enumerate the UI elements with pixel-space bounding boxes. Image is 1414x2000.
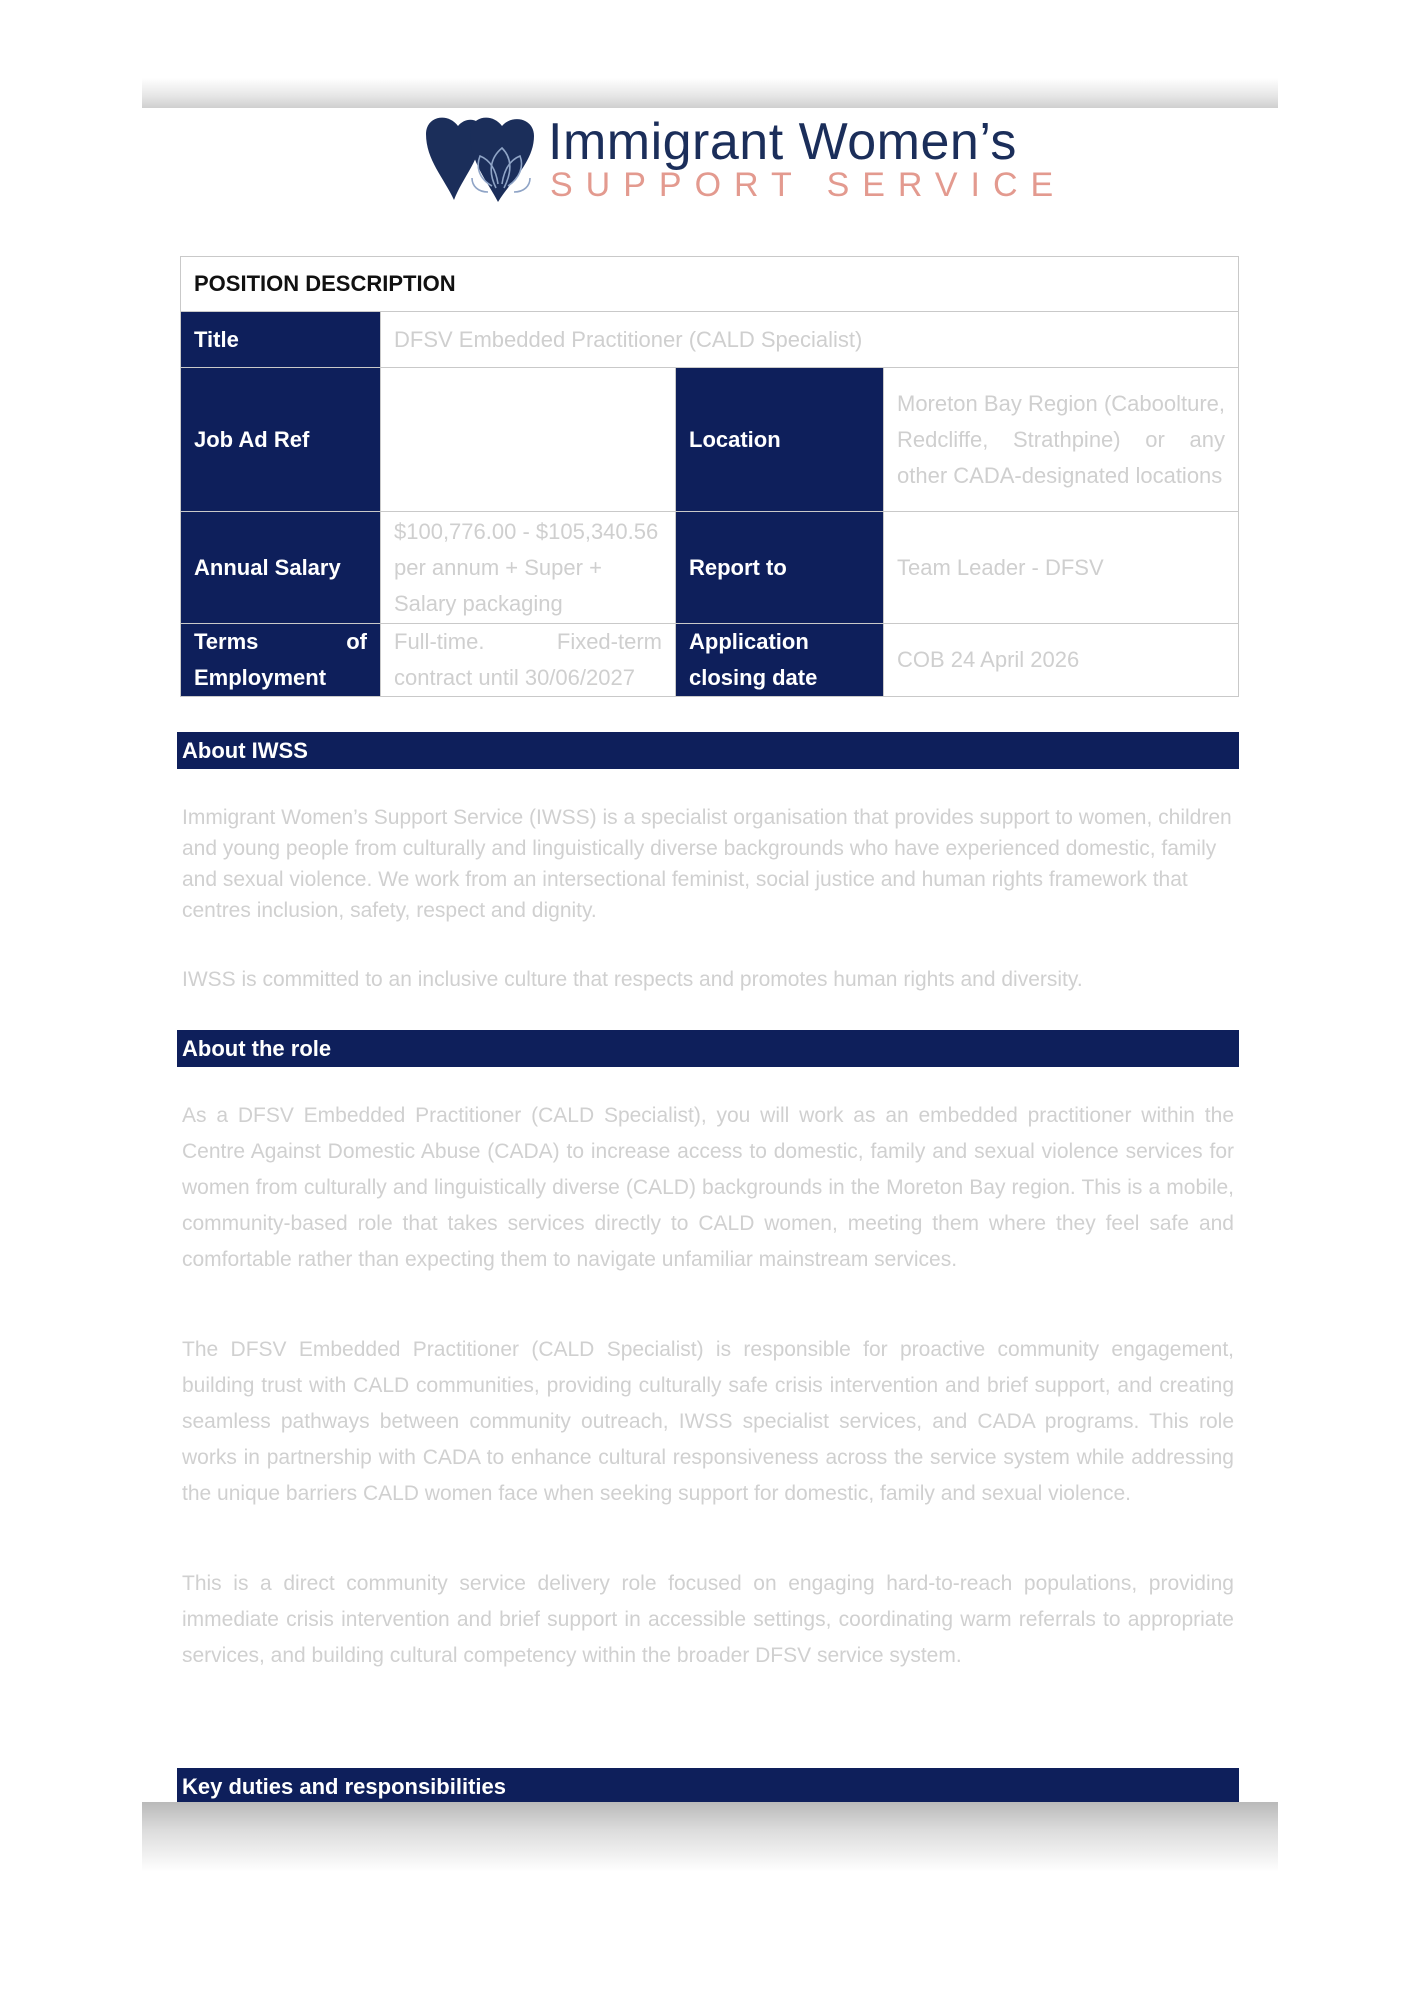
closing-label-line2: closing date (689, 665, 818, 690)
job-ad-ref-label: Job Ad Ref (181, 368, 381, 512)
location-value: Moreton Bay Region (Caboolture, Redcliffe, Strathpine) or any other CADA-designated locations (884, 368, 1239, 512)
application-closing-value: COB 24 April 2026 (884, 624, 1239, 697)
about-role-paragraph-1: As a DFSV Embedded Practitioner (CALD Specialist), you will work as an embedded practitioner within the Centre Against Domestic Abuse (CADA) to increase access to domestic, family and sexual violence services for women from culturally and linguistically diverse (CALD) backgrounds in the Moreton Bay region. This is a mobile, community-based role that takes services directly to CALD women, meeting them where they feel safe and comfortable rather than expecting them to navigate unfamiliar mainstream services. (182, 1104, 1234, 1271)
section-heading-about-role: About the role (177, 1030, 1239, 1067)
terms-of-employment-value (381, 624, 676, 697)
terms-label-line2: Employment (194, 665, 327, 690)
application-closing-label (676, 624, 884, 697)
table-row (181, 512, 1239, 624)
closing-label-line1: Application (689, 629, 809, 654)
job-ad-ref-value (381, 368, 676, 512)
table-row (181, 624, 1239, 697)
annual-salary-value: $100,776.00 - $105,340.56 per annum + Super + Salary packaging (381, 512, 676, 624)
table-row (181, 312, 1239, 368)
report-to-value: Team Leader - DFSV (884, 512, 1239, 624)
about-role-paragraph-3: This is a direct community service delivery role focused on engaging hard-to-reach populations, providing immediate crisis intervention and brief support in accessible settings, coordinating warm referrals to appropriate services, and building cultural competency within the broader DFSV service system. (182, 1572, 1234, 1667)
table-row (181, 257, 1239, 312)
terms-value-line1: Full-time. Fixed-term (394, 629, 662, 654)
section-heading-about-iwss: About IWSS (177, 732, 1239, 769)
annual-salary-label: Annual Salary (181, 512, 381, 624)
about-role-paragraph-2: The DFSV Embedded Practitioner (CALD Specialist) is responsible for proactive community engagement, building trust with CALD communities, providing culturally safe crisis intervention and brief support, and creating seamless pathways between community outreach, IWSS specialist services, and CADA programs. This role works in partnership with CADA to enhance cultural responsiveness across the service system while addressing the unique barriers CALD women face when seeking support for domestic, family and sexual violence. (182, 1338, 1234, 1505)
title-label: Title (181, 312, 381, 368)
lotus-heart-logo-icon (418, 112, 538, 208)
title-value: DFSV Embedded Practitioner (CALD Specialist) (381, 312, 1239, 368)
page-top-shadow (142, 78, 1278, 108)
terms-value-line2: contract until 30/06/2027 (394, 665, 635, 690)
organisation-logo (418, 112, 1067, 212)
about-iwss-paragraph-2: IWSS is committed to an inclusive culture that respects and promotes human rights and diversity. (182, 968, 1083, 991)
about-iwss-paragraph-1: Immigrant Women’s Support Service (IWSS) is a specialist organisation that provides support to women, children and young people from culturally and linguistically diverse backgrounds who have experienced domestic, family and sexual violence. We work from an intersectional feminist, social justice and human rights framework that centres inclusion, safety, respect and dignity. (182, 806, 1232, 922)
table-row (181, 368, 1239, 512)
report-to-label: Report to (676, 512, 884, 624)
section-heading-key-duties: Key duties and responsibilities (177, 1768, 1239, 1802)
logo-tagline: SUPPORT SERVICE (550, 166, 1067, 204)
logo-wordmark: Immigrant Women’s (548, 113, 1017, 171)
table-heading: POSITION DESCRIPTION (181, 257, 1239, 312)
terms-of-employment-label (181, 624, 381, 697)
location-label: Location (676, 368, 884, 512)
terms-label-line1: Terms of (194, 629, 367, 654)
position-description-table (180, 256, 1239, 697)
document-page (142, 108, 1278, 1802)
page-bottom-shadow (142, 1802, 1278, 1872)
